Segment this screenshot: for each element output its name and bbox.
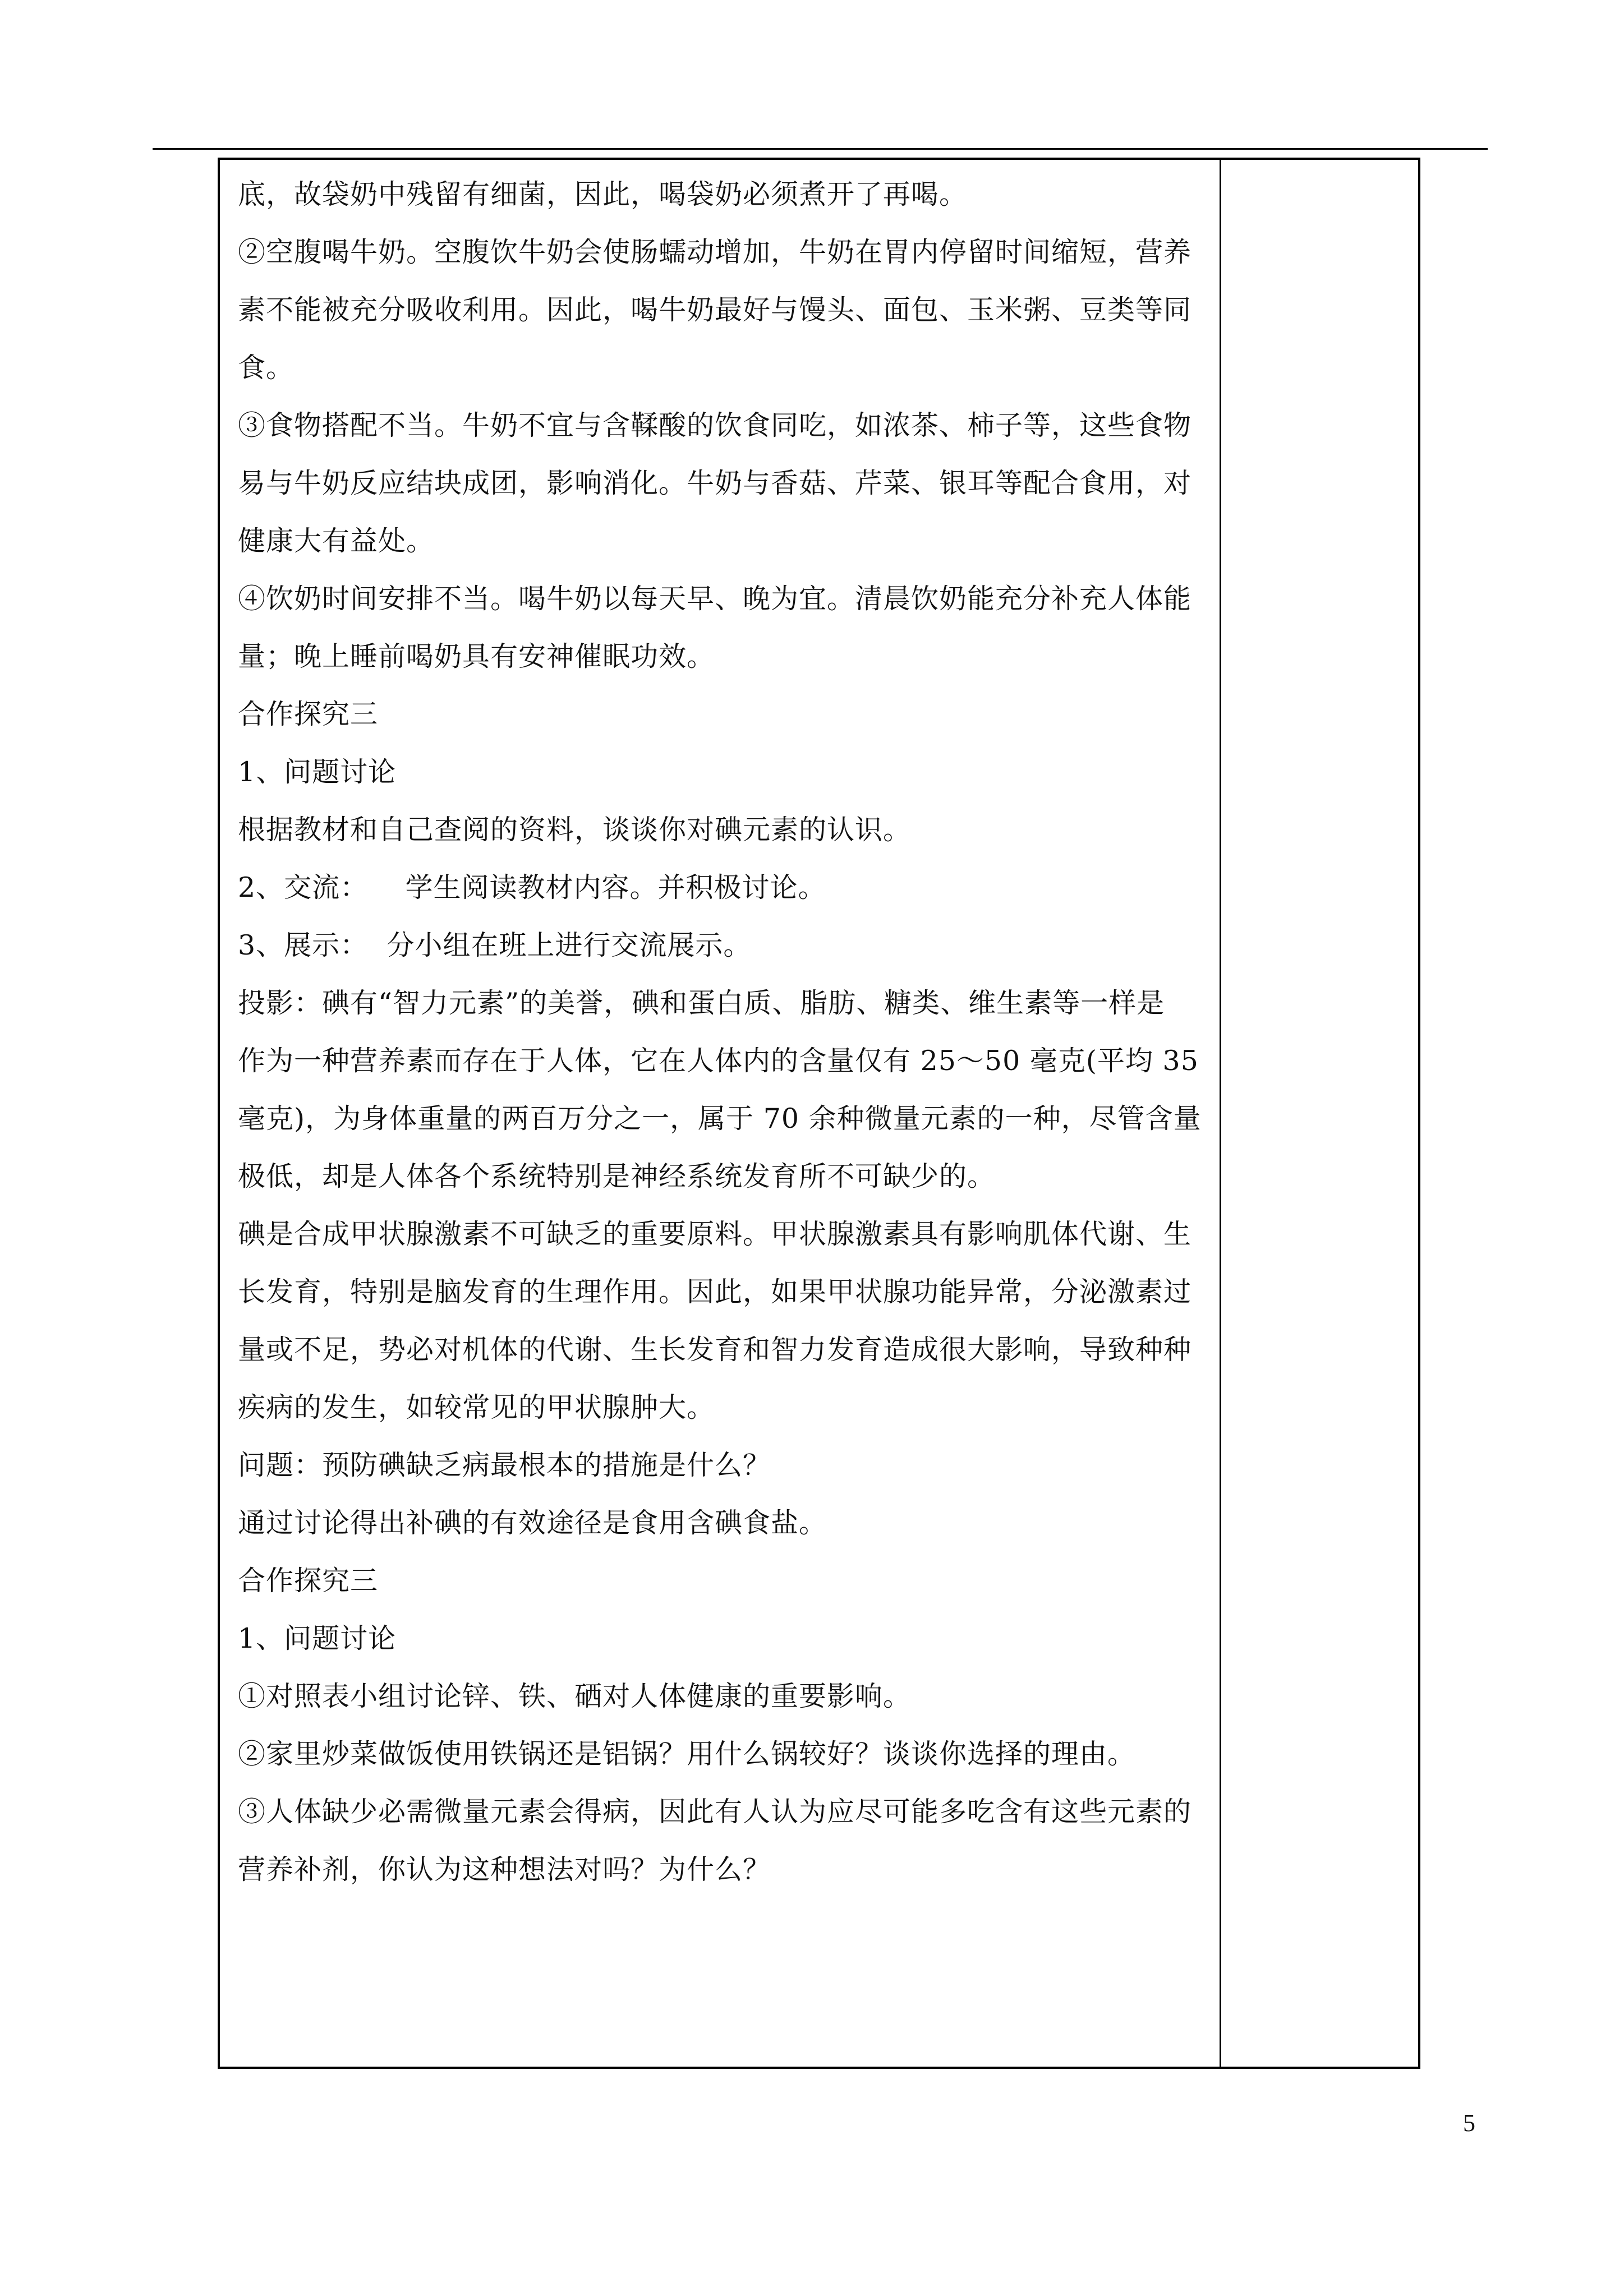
text-line: 作为一种营养素而存在于人体，它在人体内的含量仅有 25～50 毫克(平均 35 — [238, 1045, 1199, 1077]
text-line: 通过讨论得出补碘的有效途径是食用含碘食盐。 — [238, 1507, 827, 1539]
lesson-content-cell — [238, 165, 1204, 1898]
text-line: 易与牛奶反应结块成团，影响消化。牛奶与香菇、芹菜、银耳等配合食用，对 — [238, 467, 1192, 499]
text-line: 健康大有益处。 — [238, 525, 435, 557]
text-line: 素不能被充分吸收利用。因此，喝牛奶最好与馒头、面包、玉米粥、豆类等同 — [238, 294, 1192, 326]
text-line: 碘是合成甲状腺激素不可缺乏的重要原料。甲状腺激素具有影响肌体代谢、生 — [238, 1218, 1192, 1250]
text-line: 极低，却是人体各个系统特别是神经系统发育所不可缺少的。 — [238, 1160, 996, 1192]
text-line: 食。 — [238, 352, 295, 384]
text-line: 根据教材和自己查阅的资料，谈谈你对碘元素的认识。 — [238, 814, 912, 846]
text-line: 量或不足，势必对机体的代谢、生长发育和智力发育造成很大影响，导致种种 — [238, 1334, 1192, 1366]
text-line: 长发育，特别是脑发育的生理作用。因此，如果甲状腺功能异常，分泌激素过 — [238, 1276, 1192, 1308]
text-line: 问题：预防碘缺乏病最根本的措施是什么？ — [238, 1449, 771, 1481]
text-line: ③人体缺少必需微量元素会得病，因此有人认为应尽可能多吃含有这些元素的 — [238, 1796, 1192, 1828]
text-line: ②空腹喝牛奶。空腹饮牛奶会使肠蠕动增加，牛奶在胃内停留时间缩短，营养 — [238, 236, 1192, 268]
text-line: 1、问题讨论 — [238, 1622, 397, 1654]
lesson-table — [218, 158, 1420, 2069]
text-line: 投影：碘有“智力元素”的美誉，碘和蛋白质、脂肪、糖类、维生素等一样是 — [238, 987, 1165, 1019]
section-heading: 合作探究三 — [238, 1565, 379, 1597]
text-line: ③食物搭配不当。牛奶不宜与含鞣酸的饮食同吃，如浓茶、柿子等，这些食物 — [238, 409, 1192, 441]
section-heading: 合作探究三 — [238, 698, 379, 730]
text-line: ④饮奶时间安排不当。喝牛奶以每天早、晚为宜。清晨饮奶能充分补充人体能 — [238, 583, 1192, 615]
page-number: 5 — [1463, 2109, 1475, 2137]
text-line: 疾病的发生，如较常见的甲状腺肿大。 — [238, 1391, 715, 1423]
text-line: 营养补剂，你认为这种想法对吗？为什么？ — [238, 1854, 771, 1885]
text-line: ②家里炒菜做饭使用铁锅还是铝锅？用什么锅较好？谈谈你选择的理由。 — [238, 1738, 1136, 1770]
text-line: 毫克)，为身体重量的两百万分之一，属于 70 余种微量元素的一种，尽管含量 — [238, 1103, 1202, 1135]
text-line: ①对照表小组讨论锌、铁、硒对人体健康的重要影响。 — [238, 1680, 912, 1712]
text-line: 1、问题讨论 — [238, 756, 397, 788]
header-rule — [153, 148, 1488, 150]
text-line: 底，故袋奶中残留有细菌，因此，喝袋奶必须煮开了再喝。 — [238, 178, 968, 210]
text-line: 量；晚上睡前喝奶具有安神催眠功效。 — [238, 640, 715, 672]
text-line: 2、交流： 学生阅读教材内容。并积极讨论。 — [238, 872, 826, 903]
text-line: 3、展示： 分小组在班上进行交流展示。 — [238, 929, 752, 961]
table-column-divider — [1220, 160, 1221, 2067]
